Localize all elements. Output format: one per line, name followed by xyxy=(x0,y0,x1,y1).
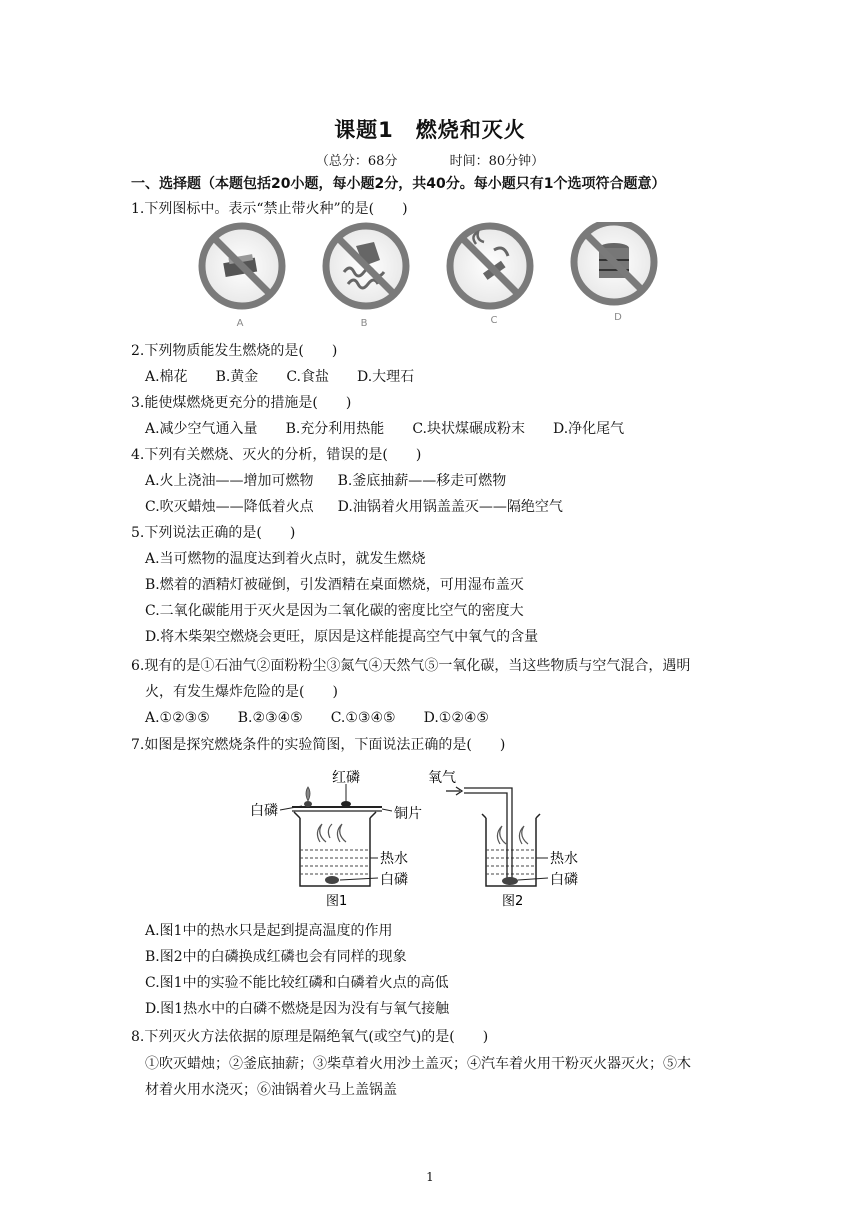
q6-option-a: A.①②③⑤ xyxy=(145,710,210,726)
q7-option-c: C.图1中的实验不能比较红磷和白磷着火点的高低 xyxy=(145,975,449,991)
q4-option-c: C.吹灭蜡烛——降低着火点 xyxy=(145,499,314,515)
q8-line2: 材着火用水浇灭；⑥油锅着火马上盖锅盖 xyxy=(145,1082,397,1098)
fig2-caption: 图2 xyxy=(502,894,524,909)
fig1-hot-water-label: 热水 xyxy=(380,851,408,867)
fig2-oxygen-label: 氧气 xyxy=(428,770,456,786)
q3-stem: 3.能使煤燃烧更充分的措施是( ) xyxy=(131,395,352,411)
q4-stem: 4.下列有关燃烧、灭火的分析，错误的是( ) xyxy=(131,447,422,463)
page-title: 课题1 燃烧和灭火 xyxy=(334,118,526,142)
total-score: （总分：68分 xyxy=(315,154,398,169)
q8-line1: ①吹灭蜡烛；②釜底抽薪；③柴草着火用沙土盖灭；④汽车着火用干粉灭火器灭火；⑤木 xyxy=(145,1056,691,1072)
q1-stem: 1.下列图标中。表示“禁止带火种”的是( ) xyxy=(131,201,408,217)
q6-stem-cont: 火，有发生爆炸危险的是( ) xyxy=(145,684,338,700)
sign-a-icon xyxy=(202,226,282,306)
q4-option-d: D.油锅着火用锅盖盖灭——隔绝空气 xyxy=(337,499,563,515)
q5-option-c: C.二氧化碳能用于灭火是因为二氧化碳的密度比空气的密度大 xyxy=(145,603,524,619)
q3-option-c: C.块状煤碾成粉末 xyxy=(412,421,525,437)
q6-stem: 6.现有的是①石油气②面粉粉尘③氮气④天然气⑤一氧化碳，当这些物质与空气混合，遇明 xyxy=(131,658,691,674)
fig1-caption: 图1 xyxy=(326,894,348,909)
sign-d-label: D xyxy=(614,312,622,323)
fig2-white-phosphorus-label: 白磷 xyxy=(550,872,578,888)
q2-stem: 2.下列物质能发生燃烧的是( ) xyxy=(131,343,338,359)
q6-options xyxy=(145,708,517,728)
q8-stem: 8.下列灭火方法依据的原理是隔绝氧气(或空气)的是( ) xyxy=(131,1029,489,1045)
sign-b-label: B xyxy=(360,318,368,329)
q7-option-b: B.图2中的白磷换成红磷也会有同样的现象 xyxy=(145,949,407,965)
q2-option-d: D.大理石 xyxy=(356,369,415,385)
q6-option-d: D.①②④⑤ xyxy=(423,710,489,726)
q2-option-c: C.食盐 xyxy=(286,369,329,385)
q2-option-b: B.黄金 xyxy=(215,369,259,385)
fig1-white-phosphorus-bottom-label: 白磷 xyxy=(380,872,408,888)
q1-sign-figure xyxy=(190,222,670,334)
q4-option-a: A.火上浇油——增加可燃物 xyxy=(145,473,314,489)
q5-option-d: D.将木柴架空燃烧会更旺，原因是这样能提高空气中氧气的含量 xyxy=(145,629,539,645)
q4-option-b: B.釜底抽薪——移走可燃物 xyxy=(337,473,507,489)
fig1-beaker xyxy=(280,784,392,886)
q3-option-d: D.净化尾气 xyxy=(552,421,625,437)
sign-c-label: C xyxy=(490,315,498,326)
q7-option-a: A.图1中的热水只是起到提高温度的作用 xyxy=(145,923,393,939)
q4-options-row2 xyxy=(145,497,591,517)
q3-option-b: B.充分利用热能 xyxy=(285,421,385,437)
fig1-copper-label: 铜片 xyxy=(394,806,422,822)
time-limit: 时间：80分钟） xyxy=(449,154,545,169)
fig1-red-phosphorus-label: 红磷 xyxy=(332,770,360,786)
q2-options xyxy=(145,367,442,387)
fig2-beaker xyxy=(446,787,548,886)
q6-option-b: B.②③④⑤ xyxy=(237,710,303,726)
q2-option-a: A.棉花 xyxy=(145,369,188,385)
q7-experiment-figure xyxy=(250,762,600,910)
q7-option-d: D.图1热水中的白磷不燃烧是因为没有与氧气接触 xyxy=(145,1001,450,1017)
q7-stem: 7.如图是探究燃烧条件的实验简图，下面说法正确的是( ) xyxy=(131,737,506,753)
sign-b-icon xyxy=(326,226,406,306)
fig2-hot-water-label: 热水 xyxy=(550,851,578,867)
q6-option-c: C.①③④⑤ xyxy=(330,710,396,726)
exam-meta xyxy=(0,150,860,169)
section-heading: 一、选择题（本题包括20小题，每小题2分，共40分。每小题只有1个选项符合题意） xyxy=(131,176,666,192)
q3-option-a: A.减少空气通入量 xyxy=(145,421,258,437)
fig1-white-phosphorus-top-label: 白磷 xyxy=(250,803,278,819)
sign-c-icon xyxy=(450,226,530,306)
q4-options-row1 xyxy=(145,471,534,491)
q5-option-a: A.当可燃物的温度达到着火点时，就发生燃烧 xyxy=(145,551,426,567)
sign-a-label: A xyxy=(236,318,244,329)
sign-d-icon xyxy=(574,222,654,302)
q5-option-b: B.燃着的酒精灯被碰倒，引发酒精在桌面燃烧，可用湿布盖灭 xyxy=(145,577,524,593)
page-number: 1 xyxy=(426,1170,434,1184)
q5-stem: 5.下列说法正确的是( ) xyxy=(131,525,296,541)
q3-options xyxy=(145,419,652,439)
